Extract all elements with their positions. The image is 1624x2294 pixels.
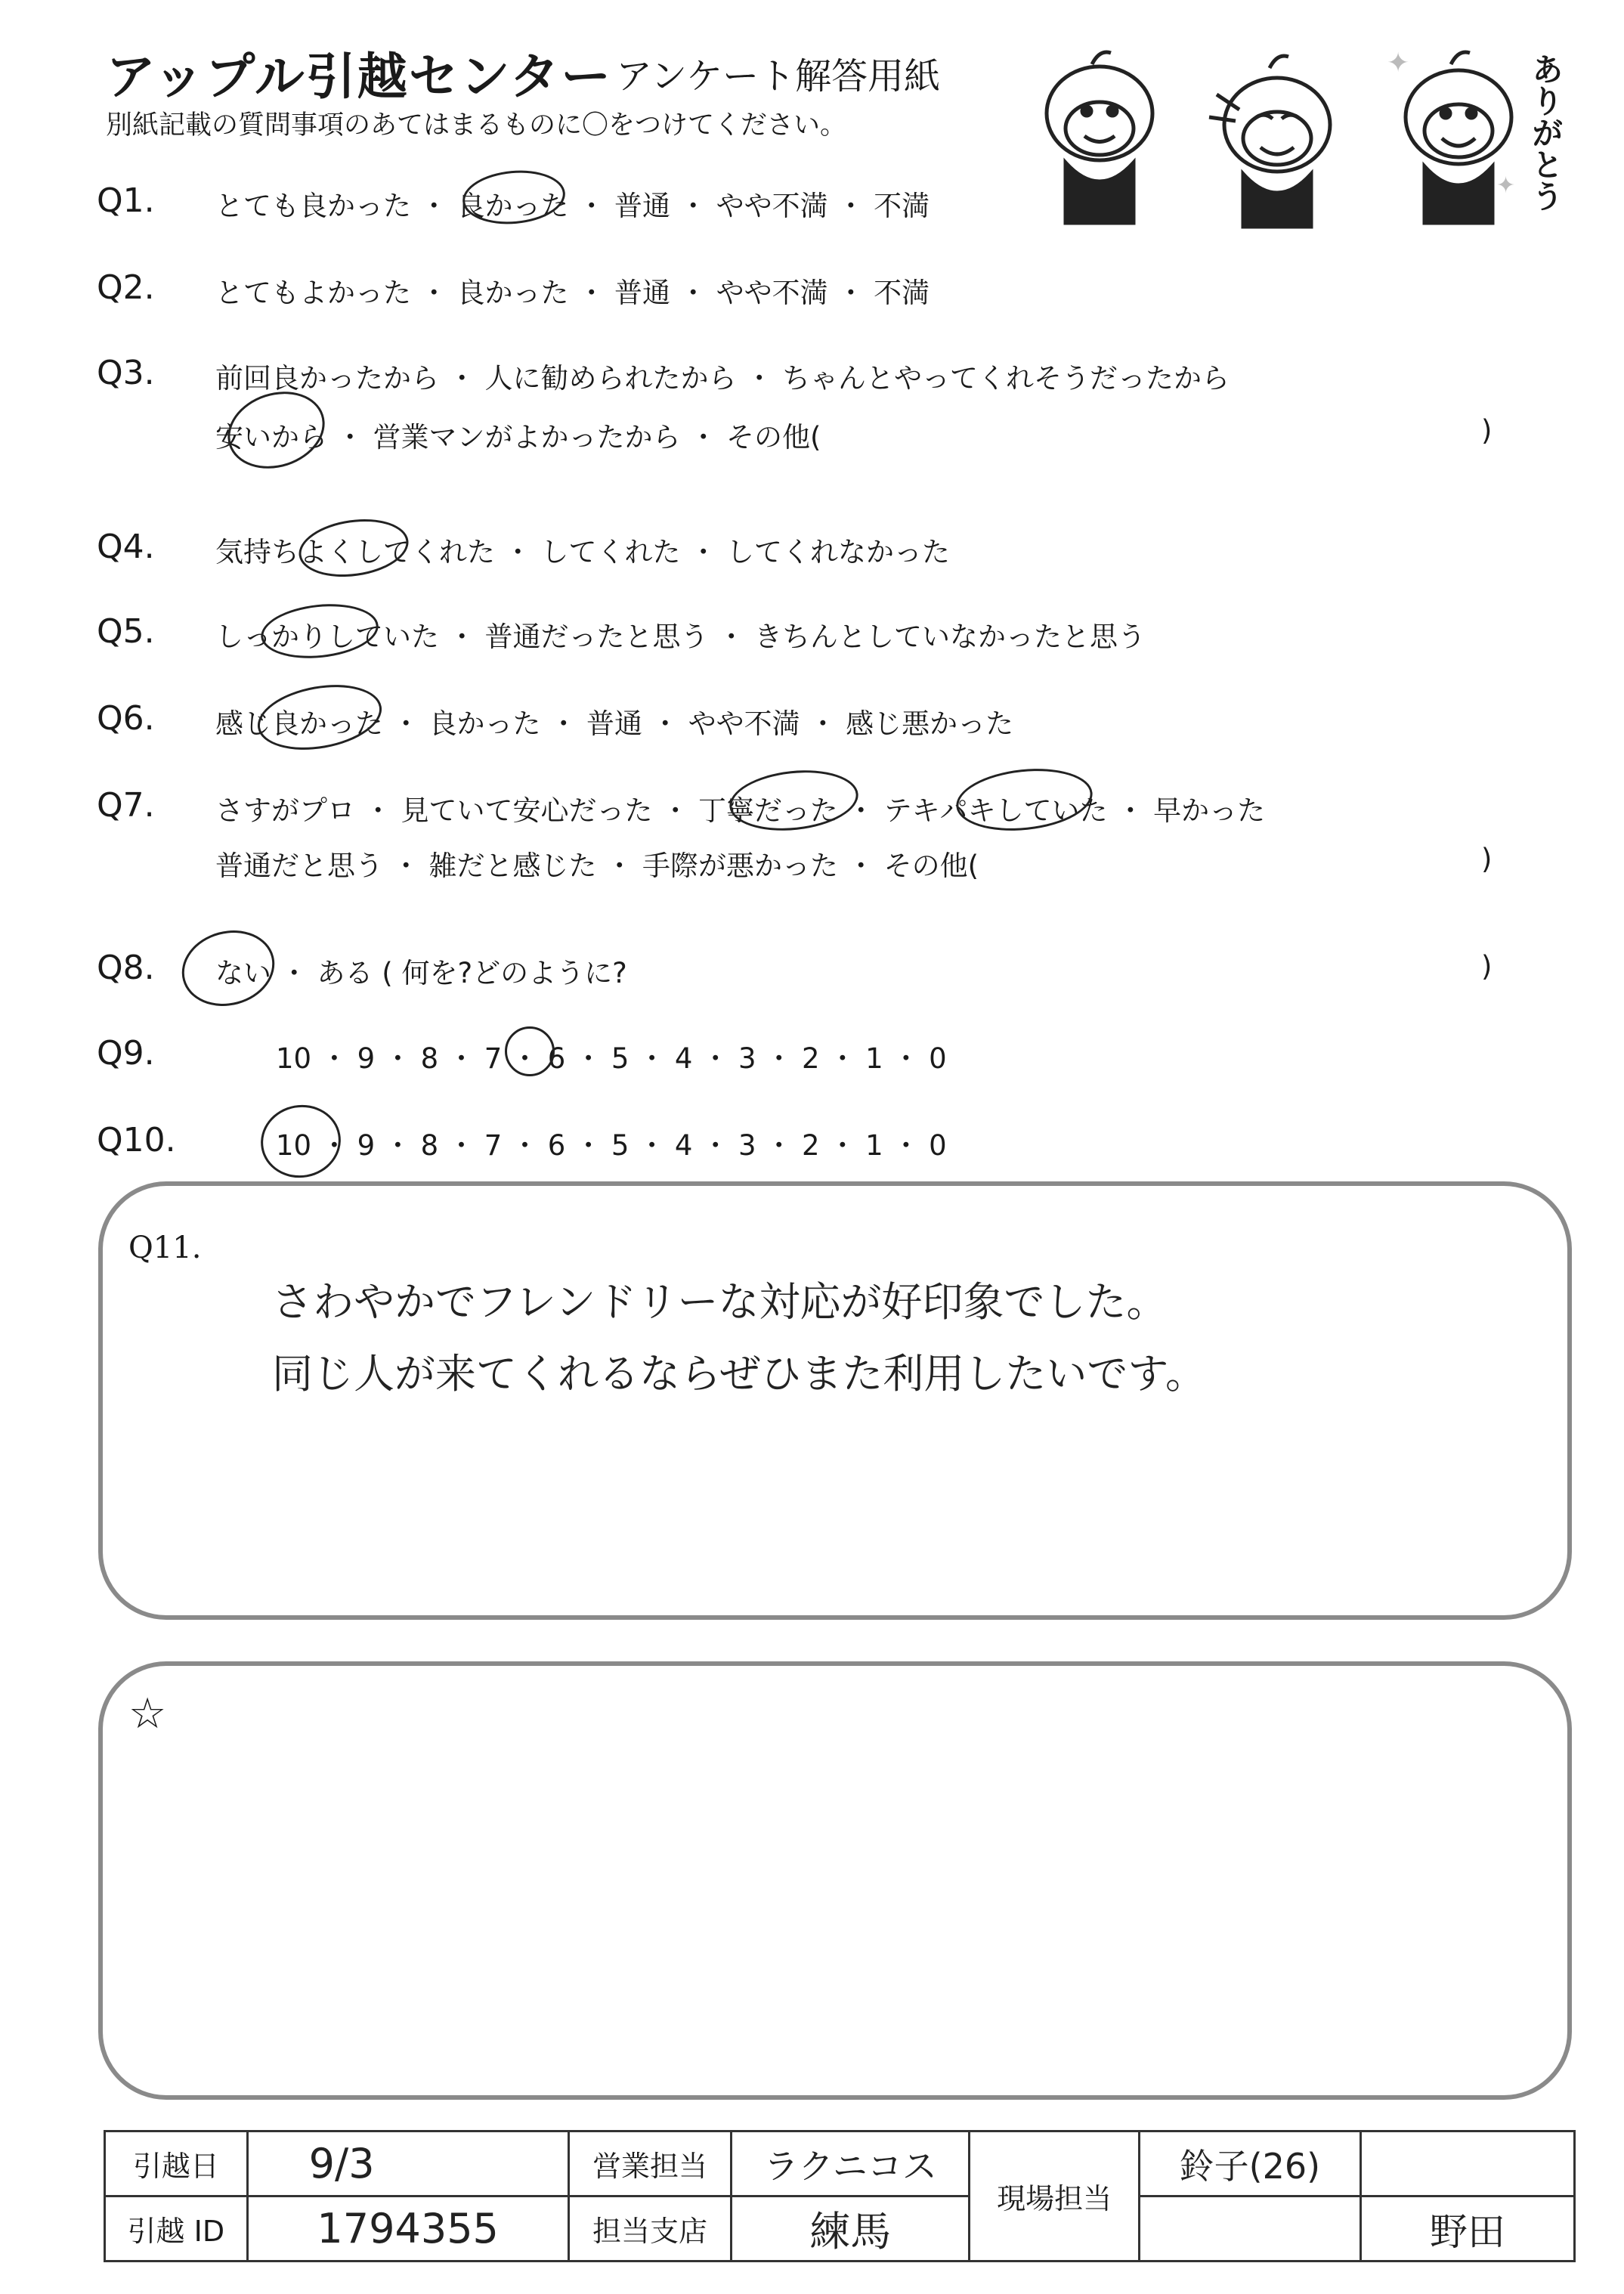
thanks-vertical-text: ありがとう [1527, 53, 1564, 212]
q3-close-paren: ) [1481, 414, 1493, 447]
q8-selection-circle [173, 921, 283, 1017]
q8-close-paren: ) [1481, 950, 1493, 983]
q4-options[interactable]: 気持ちよくしてくれた ・ してくれた ・ してくれなかった [215, 536, 951, 568]
sales-label: 営業担当 [568, 2131, 732, 2196]
info-table [104, 2130, 1576, 2262]
q11-handwritten-line1: さわやかでフレンドリーな対応が好印象でした。 [272, 1278, 1168, 1326]
q3-options-line1[interactable]: 前回良かったから ・ 人に勧められたから ・ ちゃんとやってくれそうだったから [215, 362, 1230, 395]
q7-options-line2[interactable]: 普通だと思う ・ 雑だと感じた ・ 手際が悪かった ・ その他( [215, 850, 979, 882]
q10-selection-circle [255, 1099, 346, 1184]
q10-label: Q10. [97, 1121, 176, 1159]
move-id-value[interactable]: 1794355 [247, 2196, 568, 2261]
q5-label: Q5. [97, 612, 155, 651]
q8-label: Q8. [97, 949, 155, 987]
branch-label: 担当支店 [568, 2196, 732, 2261]
q7-close-paren: ) [1481, 843, 1493, 875]
mascot-illustration [1020, 42, 1579, 238]
site-label: 現場担当 [970, 2131, 1140, 2261]
q4-selection-circle [295, 512, 413, 584]
q11-label: Q11. [128, 1231, 202, 1265]
q4-label: Q4. [97, 528, 155, 566]
star-icon: ☆ [128, 1689, 167, 1738]
q8-options[interactable]: ない ・ ある ( 何を?どのように? [215, 957, 627, 989]
q7-label: Q7. [97, 786, 155, 825]
q1-label: Q1. [97, 181, 155, 220]
q6-label: Q6. [97, 699, 155, 738]
site-empty-cell[interactable] [1360, 2131, 1574, 2196]
q2-options[interactable]: とてもよかった ・ 良かった ・ 普通 ・ やや不満 ・ 不満 [215, 277, 930, 309]
q6-selection-circle [252, 676, 387, 759]
move-date-value[interactable]: 9/3 [247, 2131, 568, 2196]
form-title: アップル引越センター [106, 48, 613, 106]
form-instruction: 別紙記載の質問事項のあてはまるものに〇をつけてください。 [106, 110, 847, 141]
sales-value[interactable]: ラクニコス [732, 2131, 970, 2196]
q5-options[interactable]: しっかりしていた ・ 普通だったと思う ・ きちんとしていなかったと思う [215, 621, 1146, 653]
q9-label: Q9. [97, 1034, 155, 1073]
q10-options[interactable]: 10 ・ 9 ・ 8 ・ 7 ・ 6 ・ 5 ・ 4 ・ 3 ・ 2 ・ 1 ・ 0 [276, 1129, 947, 1162]
star-comment-box[interactable] [98, 1661, 1572, 2100]
site-value-1[interactable]: 鈴子(26) [1140, 2131, 1361, 2196]
q3-label: Q3. [97, 354, 155, 392]
q3-options-line2[interactable]: 安いから ・ 営業マンがよかったから ・ その他( [215, 421, 821, 454]
mascot-monkey-1 [1047, 52, 1152, 223]
q9-selection-circle [505, 1026, 555, 1076]
move-date-label: 引越日 [105, 2131, 248, 2196]
q9-options[interactable]: 10 ・ 9 ・ 8 ・ 7 ・ 6 ・ 5 ・ 4 ・ 3 ・ 2 ・ 1 ・ 0 [276, 1042, 947, 1075]
move-id-label: 引越 ID [105, 2196, 248, 2261]
site-empty-cell-2[interactable] [1140, 2196, 1361, 2261]
svg-text:✦: ✦ [1387, 48, 1410, 79]
svg-text:✦: ✦ [1496, 172, 1516, 199]
q11-comment-box[interactable] [98, 1181, 1572, 1620]
q11-handwritten-line2: 同じ人が来てくれるならぜひまた利用したいです。 [272, 1350, 1207, 1398]
site-value-2[interactable]: 野田 [1360, 2196, 1574, 2261]
mascot-monkey-2 [1209, 56, 1330, 227]
form-subtitle: アンケート解答用紙 [616, 55, 941, 98]
q6-options[interactable]: 感じ良かった ・ 良かった ・ 普通 ・ やや不満 ・ 感じ悪かった [215, 707, 1014, 740]
branch-value[interactable]: 練馬 [732, 2196, 970, 2261]
mascot-monkey-3 [1387, 48, 1515, 223]
q1-options[interactable]: とても良かった ・ 良かった ・ 普通 ・ やや不満 ・ 不満 [215, 190, 930, 222]
q7-options-line1[interactable]: さすがプロ ・ 見ていて安心だった ・ 丁寧だった ・ テキパキしていた ・ 早かった [215, 794, 1266, 827]
q2-label: Q2. [97, 268, 155, 307]
